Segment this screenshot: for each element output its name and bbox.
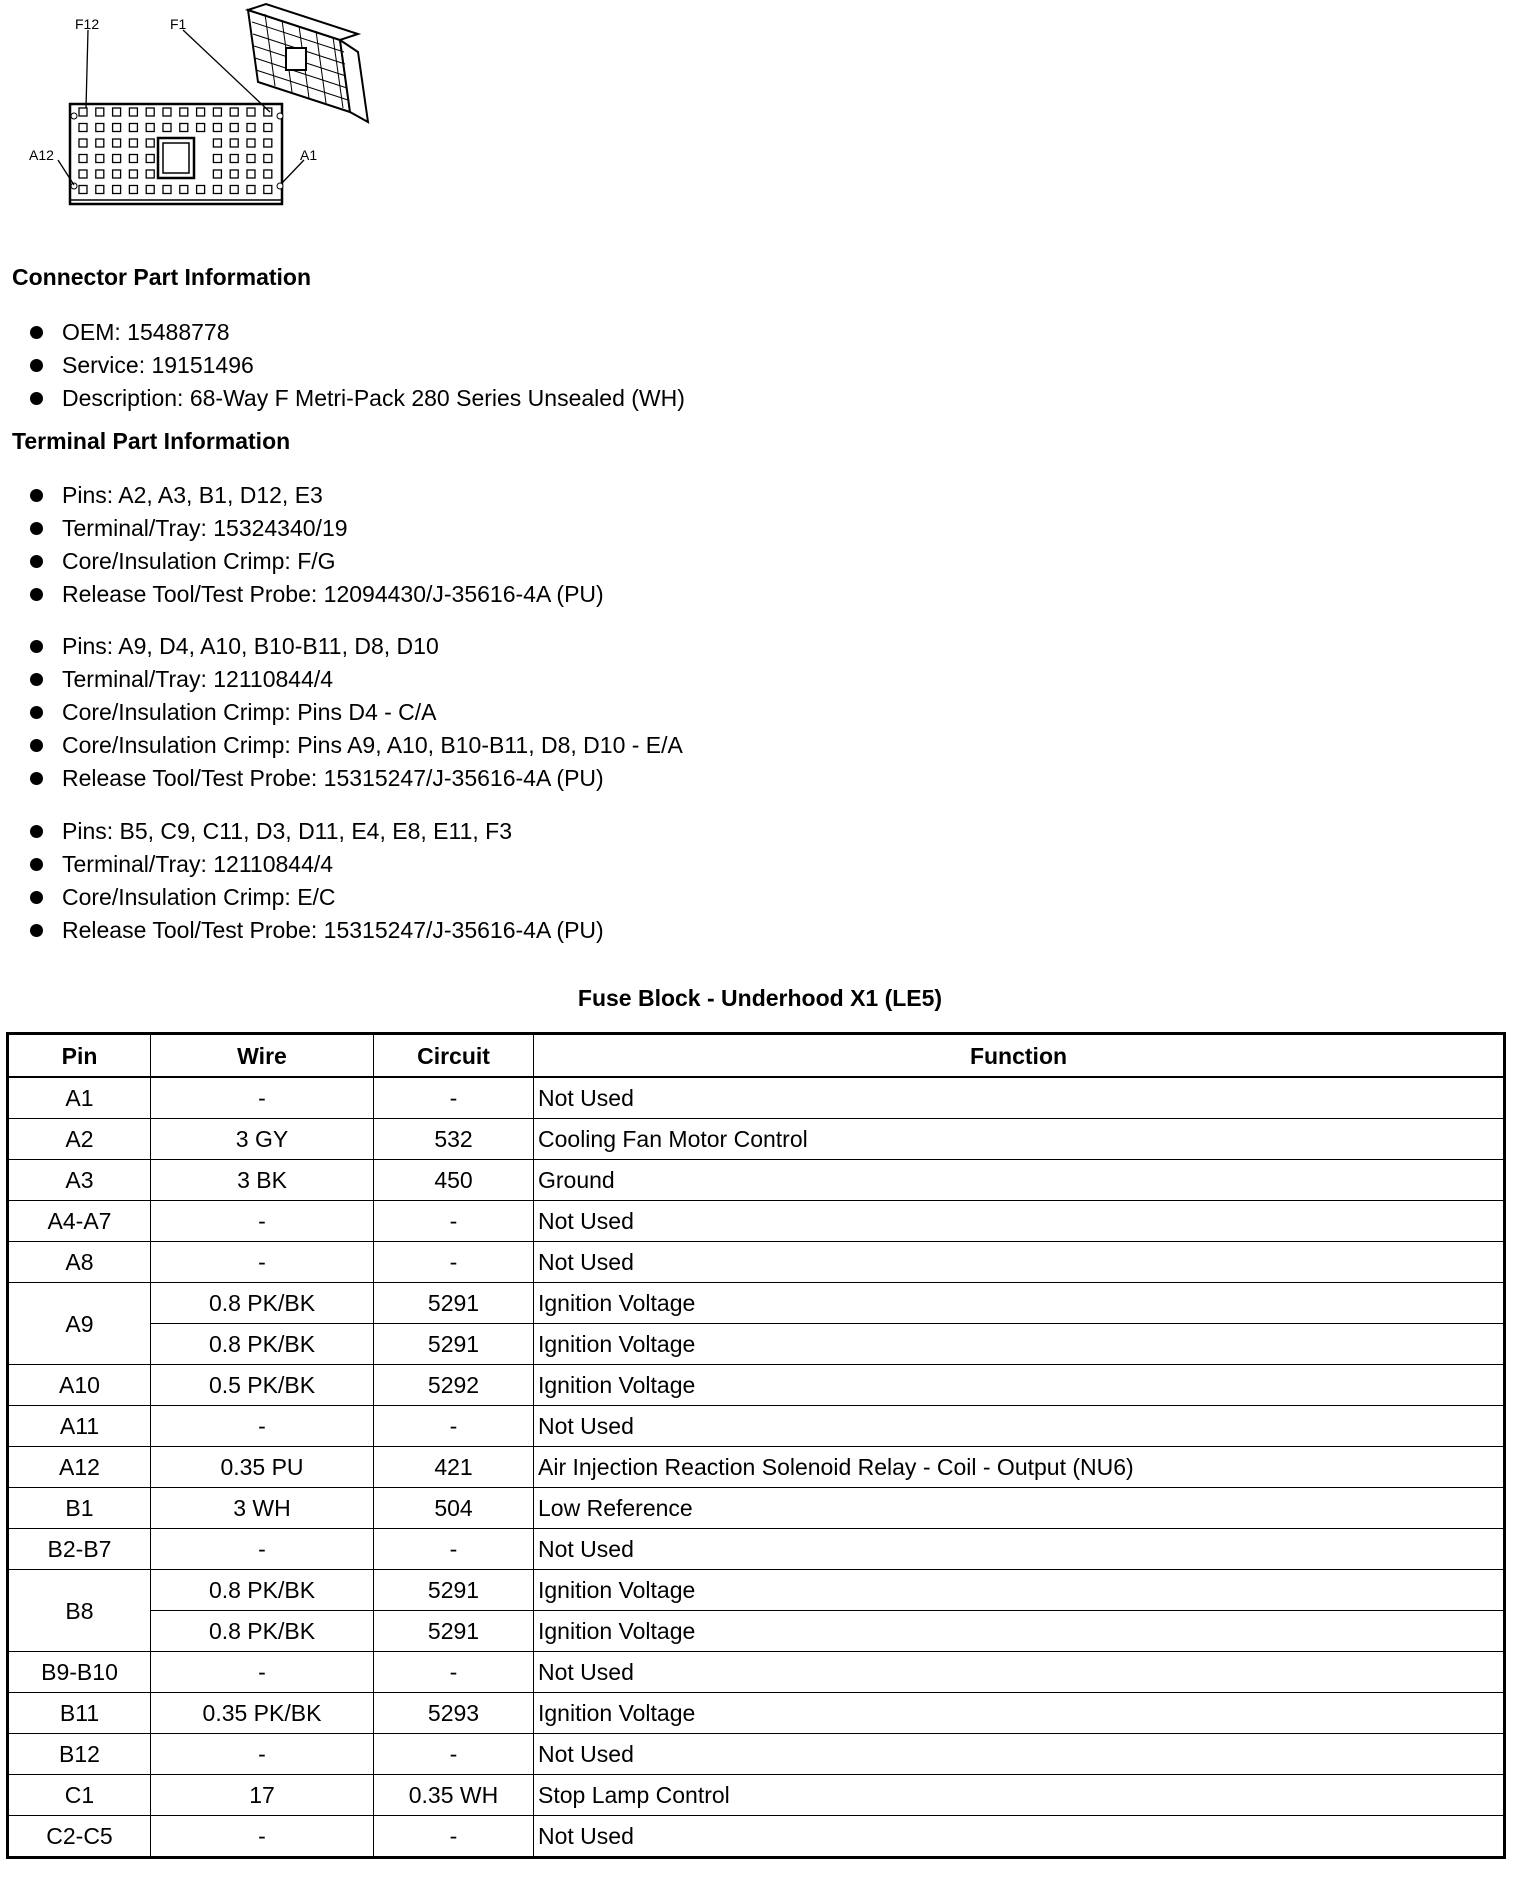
cell-function: Ignition Voltage — [534, 1570, 1505, 1611]
header-function: Function — [534, 1034, 1505, 1078]
list-item: Release Tool/Test Probe: 15315247/J-35616-4A (PU) — [30, 762, 683, 795]
pin-cavity — [163, 186, 171, 194]
leader-a1 — [282, 160, 304, 183]
cell-pin: B11 — [8, 1693, 151, 1734]
cell-function: Ground — [534, 1160, 1505, 1201]
cell-wire: 3 BK — [151, 1160, 374, 1201]
list-item: Pins: B5, C9, C11, D3, D11, E4, E8, E11, F3 — [30, 815, 604, 848]
table-row — [8, 1611, 1505, 1652]
table-row — [8, 1570, 1505, 1611]
cell-wire: - — [151, 1652, 374, 1693]
table-row — [8, 1406, 1505, 1447]
cell-wire: 3 WH — [151, 1488, 374, 1529]
cell-wire: - — [151, 1242, 374, 1283]
cell-wire: 17 — [151, 1775, 374, 1816]
list-item: OEM: 15488778 — [30, 316, 685, 349]
pin-cavity — [96, 186, 104, 194]
cell-function: Not Used — [534, 1077, 1505, 1119]
cell-circuit: 532 — [374, 1119, 534, 1160]
cell-pin: B12 — [8, 1734, 151, 1775]
cell-pin: B9-B10 — [8, 1652, 151, 1693]
pin-cavity — [163, 124, 171, 132]
cell-function: Not Used — [534, 1406, 1505, 1447]
connector-diagram — [0, 0, 380, 225]
pin-cavity — [79, 186, 87, 194]
pin-cavity — [197, 124, 205, 132]
table-row — [8, 1365, 1505, 1406]
cell-function: Not Used — [534, 1652, 1505, 1693]
pin-cavity — [247, 124, 255, 132]
pin-cavity — [79, 108, 87, 116]
pin-cavity — [230, 186, 238, 194]
cell-wire: 0.35 PU — [151, 1447, 374, 1488]
cell-circuit: 450 — [374, 1160, 534, 1201]
list-item: Terminal/Tray: 12110844/4 — [30, 848, 604, 881]
cell-function: Not Used — [534, 1529, 1505, 1570]
pin-cavity — [213, 170, 221, 178]
cell-circuit: 5291 — [374, 1283, 534, 1324]
cell-function: Not Used — [534, 1242, 1505, 1283]
cell-pin: C1 — [8, 1775, 151, 1816]
cell-pin: A8 — [8, 1242, 151, 1283]
table-row — [8, 1324, 1505, 1365]
cell-function: Not Used — [534, 1816, 1505, 1858]
pin-cavity — [213, 139, 221, 147]
pin-cavity — [79, 139, 87, 147]
table-header-row — [8, 1034, 1505, 1078]
list-item: Terminal/Tray: 15324340/19 — [30, 512, 604, 545]
pin-cavity — [146, 186, 154, 194]
pin-cavity — [264, 170, 272, 178]
cell-wire: - — [151, 1077, 374, 1119]
table-body — [8, 1077, 1505, 1858]
cell-function: Cooling Fan Motor Control — [534, 1119, 1505, 1160]
table-row — [8, 1201, 1505, 1242]
table-row — [8, 1077, 1505, 1119]
pin-cavity — [213, 124, 221, 132]
table-row — [8, 1447, 1505, 1488]
cell-function: Ignition Voltage — [534, 1324, 1505, 1365]
cell-wire: 0.8 PK/BK — [151, 1611, 374, 1652]
cell-wire: 0.8 PK/BK — [151, 1324, 374, 1365]
pin-cavity — [213, 108, 221, 116]
table-row — [8, 1488, 1505, 1529]
pin-cavity — [230, 108, 238, 116]
pin-cavity — [247, 108, 255, 116]
cell-wire: 0.5 PK/BK — [151, 1365, 374, 1406]
cell-function: Not Used — [534, 1201, 1505, 1242]
pin-cavity — [129, 155, 137, 163]
cell-function: Ignition Voltage — [534, 1365, 1505, 1406]
pin-cavity — [213, 155, 221, 163]
latch-tab — [277, 183, 283, 189]
cell-pin: A1 — [8, 1077, 151, 1119]
label-f1: F1 — [170, 16, 187, 32]
pin-cavity — [146, 108, 154, 116]
list-item: Core/Insulation Crimp: Pins A9, A10, B10-B11, D8, D10 - E/A — [30, 729, 683, 762]
pin-cavity — [113, 186, 121, 194]
pin-cavity — [113, 139, 121, 147]
pin-cavity — [146, 155, 154, 163]
cell-function: Not Used — [534, 1734, 1505, 1775]
list-item: Description: 68-Way F Metri-Pack 280 Series Unsealed (WH) — [30, 382, 685, 415]
header-pin: Pin — [8, 1034, 151, 1078]
pin-cavity — [129, 124, 137, 132]
table-row — [8, 1529, 1505, 1570]
cell-circuit: 504 — [374, 1488, 534, 1529]
cell-wire: 0.8 PK/BK — [151, 1283, 374, 1324]
pin-cavity — [146, 139, 154, 147]
table-row — [8, 1119, 1505, 1160]
pin-cavity — [163, 108, 171, 116]
pin-cavity — [264, 124, 272, 132]
pin-cavity — [230, 170, 238, 178]
cell-wire: 3 GY — [151, 1119, 374, 1160]
pin-cavity — [129, 139, 137, 147]
pin-cavity — [79, 124, 87, 132]
cell-function: Air Injection Reaction Solenoid Relay - Coil - Output (NU6) — [534, 1447, 1505, 1488]
connector-part-list — [30, 316, 685, 415]
cell-pin: A4-A7 — [8, 1201, 151, 1242]
table-row — [8, 1283, 1505, 1324]
cell-function: Ignition Voltage — [534, 1693, 1505, 1734]
pin-cavity — [96, 108, 104, 116]
cell-circuit: - — [374, 1652, 534, 1693]
pin-cavity — [264, 155, 272, 163]
pin-cavity — [230, 139, 238, 147]
cell-circuit: 5291 — [374, 1324, 534, 1365]
pin-cavity — [79, 170, 87, 178]
cell-pin: B1 — [8, 1488, 151, 1529]
list-item: Release Tool/Test Probe: 15315247/J-35616-4A (PU) — [30, 914, 604, 947]
list-item: Pins: A9, D4, A10, B10-B11, D8, D10 — [30, 630, 683, 663]
cell-wire: - — [151, 1529, 374, 1570]
pin-cavity — [113, 170, 121, 178]
pin-cavity — [230, 124, 238, 132]
connector-face-icon — [70, 104, 283, 204]
pin-cavity — [247, 139, 255, 147]
pin-cavity — [96, 124, 104, 132]
pin-cavity — [264, 186, 272, 194]
table-row — [8, 1242, 1505, 1283]
cell-circuit: 421 — [374, 1447, 534, 1488]
leader-f12 — [86, 30, 88, 108]
cell-function: Low Reference — [534, 1488, 1505, 1529]
table-title: Fuse Block - Underhood X1 (LE5) — [577, 985, 943, 1011]
cell-circuit: - — [374, 1406, 534, 1447]
cell-wire: - — [151, 1816, 374, 1858]
cell-function: Stop Lamp Control — [534, 1775, 1505, 1816]
table-row — [8, 1693, 1505, 1734]
cell-pin: A12 — [8, 1447, 151, 1488]
pin-cavity — [129, 186, 137, 194]
list-item: Core/Insulation Crimp: F/G — [30, 545, 604, 578]
pin-cavity — [180, 124, 188, 132]
cell-circuit: 5292 — [374, 1365, 534, 1406]
cell-circuit: 5291 — [374, 1570, 534, 1611]
table-row — [8, 1816, 1505, 1858]
cell-function: Ignition Voltage — [534, 1611, 1505, 1652]
pin-cavity — [264, 139, 272, 147]
pin-cavity — [129, 170, 137, 178]
list-item: Release Tool/Test Probe: 12094430/J-35616-4A (PU) — [30, 578, 604, 611]
cell-wire: - — [151, 1406, 374, 1447]
cell-circuit: 5291 — [374, 1611, 534, 1652]
pin-cavity — [79, 155, 87, 163]
pin-cavity — [247, 170, 255, 178]
terminal-group-3 — [30, 815, 604, 947]
cell-circuit: - — [374, 1201, 534, 1242]
list-item: Core/Insulation Crimp: Pins D4 - C/A — [30, 696, 683, 729]
cell-wire: 0.35 PK/BK — [151, 1693, 374, 1734]
cell-circuit: - — [374, 1242, 534, 1283]
cell-circuit: - — [374, 1734, 534, 1775]
cell-pin: B8 — [8, 1570, 151, 1652]
cell-pin: C2-C5 — [8, 1816, 151, 1858]
cell-circuit: 5293 — [374, 1693, 534, 1734]
table-row — [8, 1160, 1505, 1201]
pin-cavity — [213, 186, 221, 194]
cell-circuit: - — [374, 1816, 534, 1858]
list-item: Core/Insulation Crimp: E/C — [30, 881, 604, 914]
pin-cavity — [146, 124, 154, 132]
table-row — [8, 1734, 1505, 1775]
list-item: Terminal/Tray: 12110844/4 — [30, 663, 683, 696]
cell-pin: A9 — [8, 1283, 151, 1365]
header-circuit: Circuit — [374, 1034, 534, 1078]
connector-part-title: Connector Part Information — [12, 264, 312, 290]
header-wire: Wire — [151, 1034, 374, 1078]
label-a12: A12 — [29, 147, 54, 163]
cell-pin: A3 — [8, 1160, 151, 1201]
pin-cavity — [129, 108, 137, 116]
pin-cavity — [113, 124, 121, 132]
pin-cavity — [230, 155, 238, 163]
pin-cavity — [247, 155, 255, 163]
pin-cavity — [96, 170, 104, 178]
terminal-group-2 — [30, 630, 683, 795]
pin-cavity — [197, 186, 205, 194]
pin-cavity — [247, 186, 255, 194]
list-item: Service: 19151496 — [30, 349, 685, 382]
pin-cavity — [113, 108, 121, 116]
cell-function: Ignition Voltage — [534, 1283, 1505, 1324]
pin-cavity — [180, 186, 188, 194]
cell-pin: A10 — [8, 1365, 151, 1406]
pin-cavity — [146, 170, 154, 178]
cell-wire: 0.8 PK/BK — [151, 1570, 374, 1611]
cell-pin: B2-B7 — [8, 1529, 151, 1570]
terminal-group-1 — [30, 479, 604, 611]
pin-cavity — [96, 155, 104, 163]
label-a1: A1 — [300, 147, 318, 163]
cell-circuit: - — [374, 1529, 534, 1570]
cell-circuit: 0.35 WH — [374, 1775, 534, 1816]
pin-cavity — [96, 139, 104, 147]
list-item: Pins: A2, A3, B1, D12, E3 — [30, 479, 604, 512]
latch-tab — [277, 113, 283, 119]
pin-cavity — [197, 108, 205, 116]
latch-tab — [71, 113, 77, 119]
cell-wire: - — [151, 1734, 374, 1775]
cell-wire: - — [151, 1201, 374, 1242]
table-row — [8, 1652, 1505, 1693]
table-row — [8, 1775, 1505, 1816]
pin-cavity — [113, 155, 121, 163]
terminal-part-title: Terminal Part Information — [12, 428, 291, 454]
label-f12: F12 — [75, 16, 100, 32]
cell-pin: A11 — [8, 1406, 151, 1447]
pin-cavity — [180, 108, 188, 116]
cell-pin: A2 — [8, 1119, 151, 1160]
cell-circuit: - — [374, 1077, 534, 1119]
pinout-table — [6, 1032, 1506, 1859]
